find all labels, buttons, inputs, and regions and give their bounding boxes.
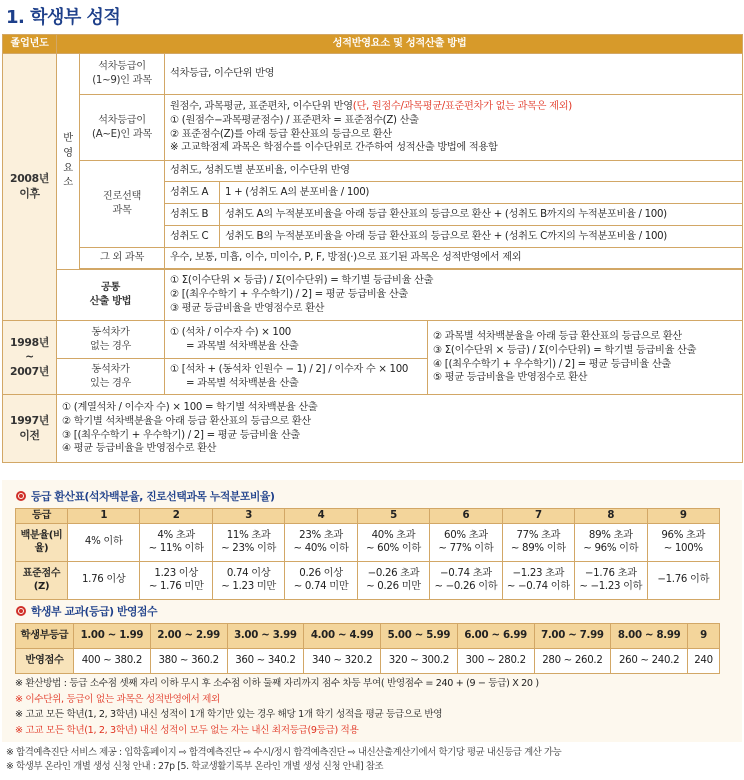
conversion-heading: 등급 환산표(석차백분율, 진로선택과목 누적분포비율) xyxy=(16,489,275,504)
text-1997: ① (계열석차 / 이수자 수) × 100 = 학기별 석차백분율 산출 ② 학기별 석차백분율을 아래 등급 환산표의 등급으로 환산 ③ [(최우수학기 + 우수학기) / 2] = 평균 등급비율 산출 ④ 평균 등급비율을 반영점수로 환산 xyxy=(57,395,743,463)
header-method: 성적반영요소 및 성적산출 방법 xyxy=(57,35,743,54)
bullet-icon xyxy=(16,606,26,616)
notes-list xyxy=(15,676,539,738)
score-cell: 240 xyxy=(688,649,720,674)
score-heading: 학생부 교과(등급) 반영점수 xyxy=(16,604,157,619)
grade-cell: 9 xyxy=(647,509,720,524)
text-achievement-a: 1 + (성취도 A의 분포비율 / 100) xyxy=(220,182,743,204)
range-cell: 1.00 ~ 1.99 xyxy=(74,624,151,649)
conv-header-grade: 등급 xyxy=(16,509,68,524)
grade-cell: 8 xyxy=(575,509,647,524)
bannyeong-label: 반 영 요 소 xyxy=(57,54,80,270)
bullet-icon xyxy=(16,491,26,501)
pct-row-label: 백분율(비율) xyxy=(16,523,68,561)
label-grade-a-e: 석차등급이 (A~E)인 과목 xyxy=(80,95,165,161)
pct-cell: 4% 초과 ~ 11% 이하 xyxy=(140,523,212,561)
z-cell: −0.26 초과 ~ 0.26 미만 xyxy=(357,561,429,599)
range-cell: 2.00 ~ 2.99 xyxy=(150,624,227,649)
year-2008: 2008년 이후 xyxy=(3,54,57,321)
score-cell: 300 ~ 280.2 xyxy=(457,649,534,674)
label-grade-1-9: 석차등급이 (1~9)인 과목 xyxy=(80,54,165,95)
grade-cell: 4 xyxy=(285,509,357,524)
label-common-method: 공통 산출 방법 xyxy=(57,270,165,321)
note-item: ※ 고교 모든 학년(1, 2, 3학년) 내신 성적이 1개 학기만 있는 경우 해당 1개 학기 성적을 평균 등급으로 반영 xyxy=(15,709,443,720)
z-cell: −1.76 초과 ~ −1.23 이하 xyxy=(575,561,647,599)
pct-cell: 40% 초과 ~ 60% 이하 xyxy=(357,523,429,561)
z-cell: −0.74 초과 ~ −0.26 이하 xyxy=(430,561,502,599)
score-cell: 380 ~ 360.2 xyxy=(150,649,227,674)
pct-cell: 77% 초과 ~ 89% 이하 xyxy=(502,523,574,561)
text-achievement-b: 성취도 A의 누적분포비율을 아래 등급 환산표의 등급으로 환산 + (성취도 B까지의 누적분포비율 / 100) xyxy=(220,204,743,226)
score-cell: 360 ~ 340.2 xyxy=(227,649,304,674)
grade-cell: 1 xyxy=(68,509,140,524)
note-item: ※ 환산방법 : 등급 소수점 셋째 자리 이하 무시 후 소수점 이하 둘째 자리까지 점수 차등 부여( 반영점수 = 240 + (9 − 등급) X 20 ) xyxy=(15,678,539,689)
footer-note: ※ 합격예측진단 서비스 제공 : 입학홈페이지 ⇨ 합격예측진단 ⇨ 수시/정시 합격예측진단 ⇨ 내신산출계산기에서 학기당 평균 내신등급 계산 가능 xyxy=(6,747,562,758)
pct-cell: 89% 초과 ~ 96% 이하 xyxy=(575,523,647,561)
year-1997: 1997년 이전 xyxy=(3,395,57,463)
label-with-tie: 동석차가 있는 경우 xyxy=(57,359,165,395)
text-with-tie: ① [석차 + (동석차 인원수 − 1) / 2] / 이수자 수 × 100 = 과목별 석차백분율 산출 xyxy=(165,359,428,395)
label-achievement-b: 성취도 B xyxy=(165,204,220,226)
pct-cell: 23% 초과 ~ 40% 이하 xyxy=(285,523,357,561)
grade-cell: 3 xyxy=(212,509,284,524)
z-cell: 1.23 이상 ~ 1.76 미만 xyxy=(140,561,212,599)
label-other-subjects: 그 외 과목 xyxy=(80,248,165,269)
footer-notes xyxy=(6,746,561,774)
text-achievement-c: 성취도 B의 누적분포비율을 아래 등급 환산표의 등급으로 환산 + (성취도 C까지의 누적분포비율 / 100) xyxy=(220,226,743,248)
text-other-subjects: 우수, 보통, 미흡, 이수, 미이수, P, F, 방점(·)으로 표기된 과목은 성적반영에서 제외 xyxy=(165,248,743,269)
label-achievement-c: 성취도 C xyxy=(165,226,220,248)
range-cell: 4.00 ~ 4.99 xyxy=(304,624,381,649)
label-achievement-a: 성취도 A xyxy=(165,182,220,204)
reflected-score-table xyxy=(15,623,720,674)
footer-note: ※ 학생부 온라인 개별 생성 신청 안내 : 27p [5. 학교생활기록부 온라인 개별 생성 신청 안내] 참조 xyxy=(6,761,384,772)
grade-method-table xyxy=(2,34,743,463)
pct-cell: 4% 이하 xyxy=(68,523,140,561)
range-cell: 6.00 ~ 6.99 xyxy=(457,624,534,649)
pct-cell: 60% 초과 ~ 77% 이하 xyxy=(430,523,502,561)
z-cell: −1.23 초과 ~ −0.74 이하 xyxy=(502,561,574,599)
page-title: 1. 학생부 성적 xyxy=(6,7,121,28)
score-cell: 340 ~ 320.2 xyxy=(304,649,381,674)
range-cell: 8.00 ~ 8.99 xyxy=(611,624,688,649)
text-grade-a-e: 원점수, 과목평균, 표준편차, 이수단위 반영(단, 원점수/과목평균/표준편차가 없는 과목은 제외) ① (원점수−과목평균점수) / 표준편차 = 표준점수(Z) 산출 ② 표준점수(Z)를 아래 등급 환산표의 등급으로 환산 ※ 고교학점제 과목은 학점수를 이수단위로 간주하여 성적산출 방법에 적용함 xyxy=(165,95,743,161)
range-cell: 5.00 ~ 5.99 xyxy=(381,624,458,649)
score-cell: 400 ~ 380.2 xyxy=(74,649,151,674)
grade-cell: 7 xyxy=(502,509,574,524)
z-row-label: 표준점수(Z) xyxy=(16,561,68,599)
grade-cell: 5 xyxy=(357,509,429,524)
grade-cell: 6 xyxy=(430,509,502,524)
score-cell: 280 ~ 260.2 xyxy=(534,649,611,674)
range-cell: 7.00 ~ 7.99 xyxy=(534,624,611,649)
grade-conversion-table xyxy=(15,508,720,600)
grade-cell: 2 xyxy=(140,509,212,524)
z-cell: 0.74 이상 ~ 1.23 미만 xyxy=(212,561,284,599)
score-row-label: 반영점수 xyxy=(16,649,74,674)
score-header-grade: 학생부등급 xyxy=(16,624,74,649)
text-common-method: ① Σ(이수단위 × 등급) / Σ(이수단위) = 학기별 등급비율 산출 ② [(최우수학기 + 우수학기) / 2] = 평균 등급비율 산출 ③ 평균 등급비율을 반영점수로 환산 xyxy=(165,270,743,321)
note-item: ※ 고교 모든 학년(1, 2, 3학년) 내신 성적이 모두 없는 자는 내신 최저등급(9등급) 적용 xyxy=(15,724,359,736)
text-grade-1-9: 석차등급, 이수단위 반영 xyxy=(165,54,743,95)
pct-cell: 11% 초과 ~ 23% 이하 xyxy=(212,523,284,561)
z-cell: 1.76 이상 xyxy=(68,561,140,599)
label-career-elective: 진로선택 과목 xyxy=(80,161,165,248)
text-career-top: 성취도, 성취도별 분포비율, 이수단위 반영 xyxy=(165,161,743,182)
header-year: 졸업년도 xyxy=(3,35,57,54)
range-cell: 3.00 ~ 3.99 xyxy=(227,624,304,649)
score-cell: 260 ~ 240.2 xyxy=(611,649,688,674)
label-no-tie: 동석차가 없는 경우 xyxy=(57,321,165,359)
score-cell: 320 ~ 300.2 xyxy=(381,649,458,674)
range-cell: 9 xyxy=(688,624,720,649)
text-no-tie: ① (석차 / 이수자 수) × 100 = 과목별 석차백분율 산출 xyxy=(165,321,428,359)
note-item: ※ 이수단위, 등급이 없는 과목은 성적반영에서 제외 xyxy=(15,693,220,705)
year-1998-2007: 1998년 ~ 2007년 xyxy=(3,321,57,395)
pct-cell: 96% 초과 ~ 100% xyxy=(647,523,720,561)
z-cell: −1.76 이하 xyxy=(647,561,720,599)
z-cell: 0.26 이상 ~ 0.74 미만 xyxy=(285,561,357,599)
text-1998-common: ② 과목별 석차백분율을 아래 등급 환산표의 등급으로 환산 ③ Σ(이수단위 × 등급) / Σ(이수단위) = 학기별 등급비율 산출 ④ [(최우수학기 + 우수학기) / 2] = 평균 등급비율 산출 ⑤ 평균 등급비율을 반영점수로 환산 xyxy=(428,321,743,395)
